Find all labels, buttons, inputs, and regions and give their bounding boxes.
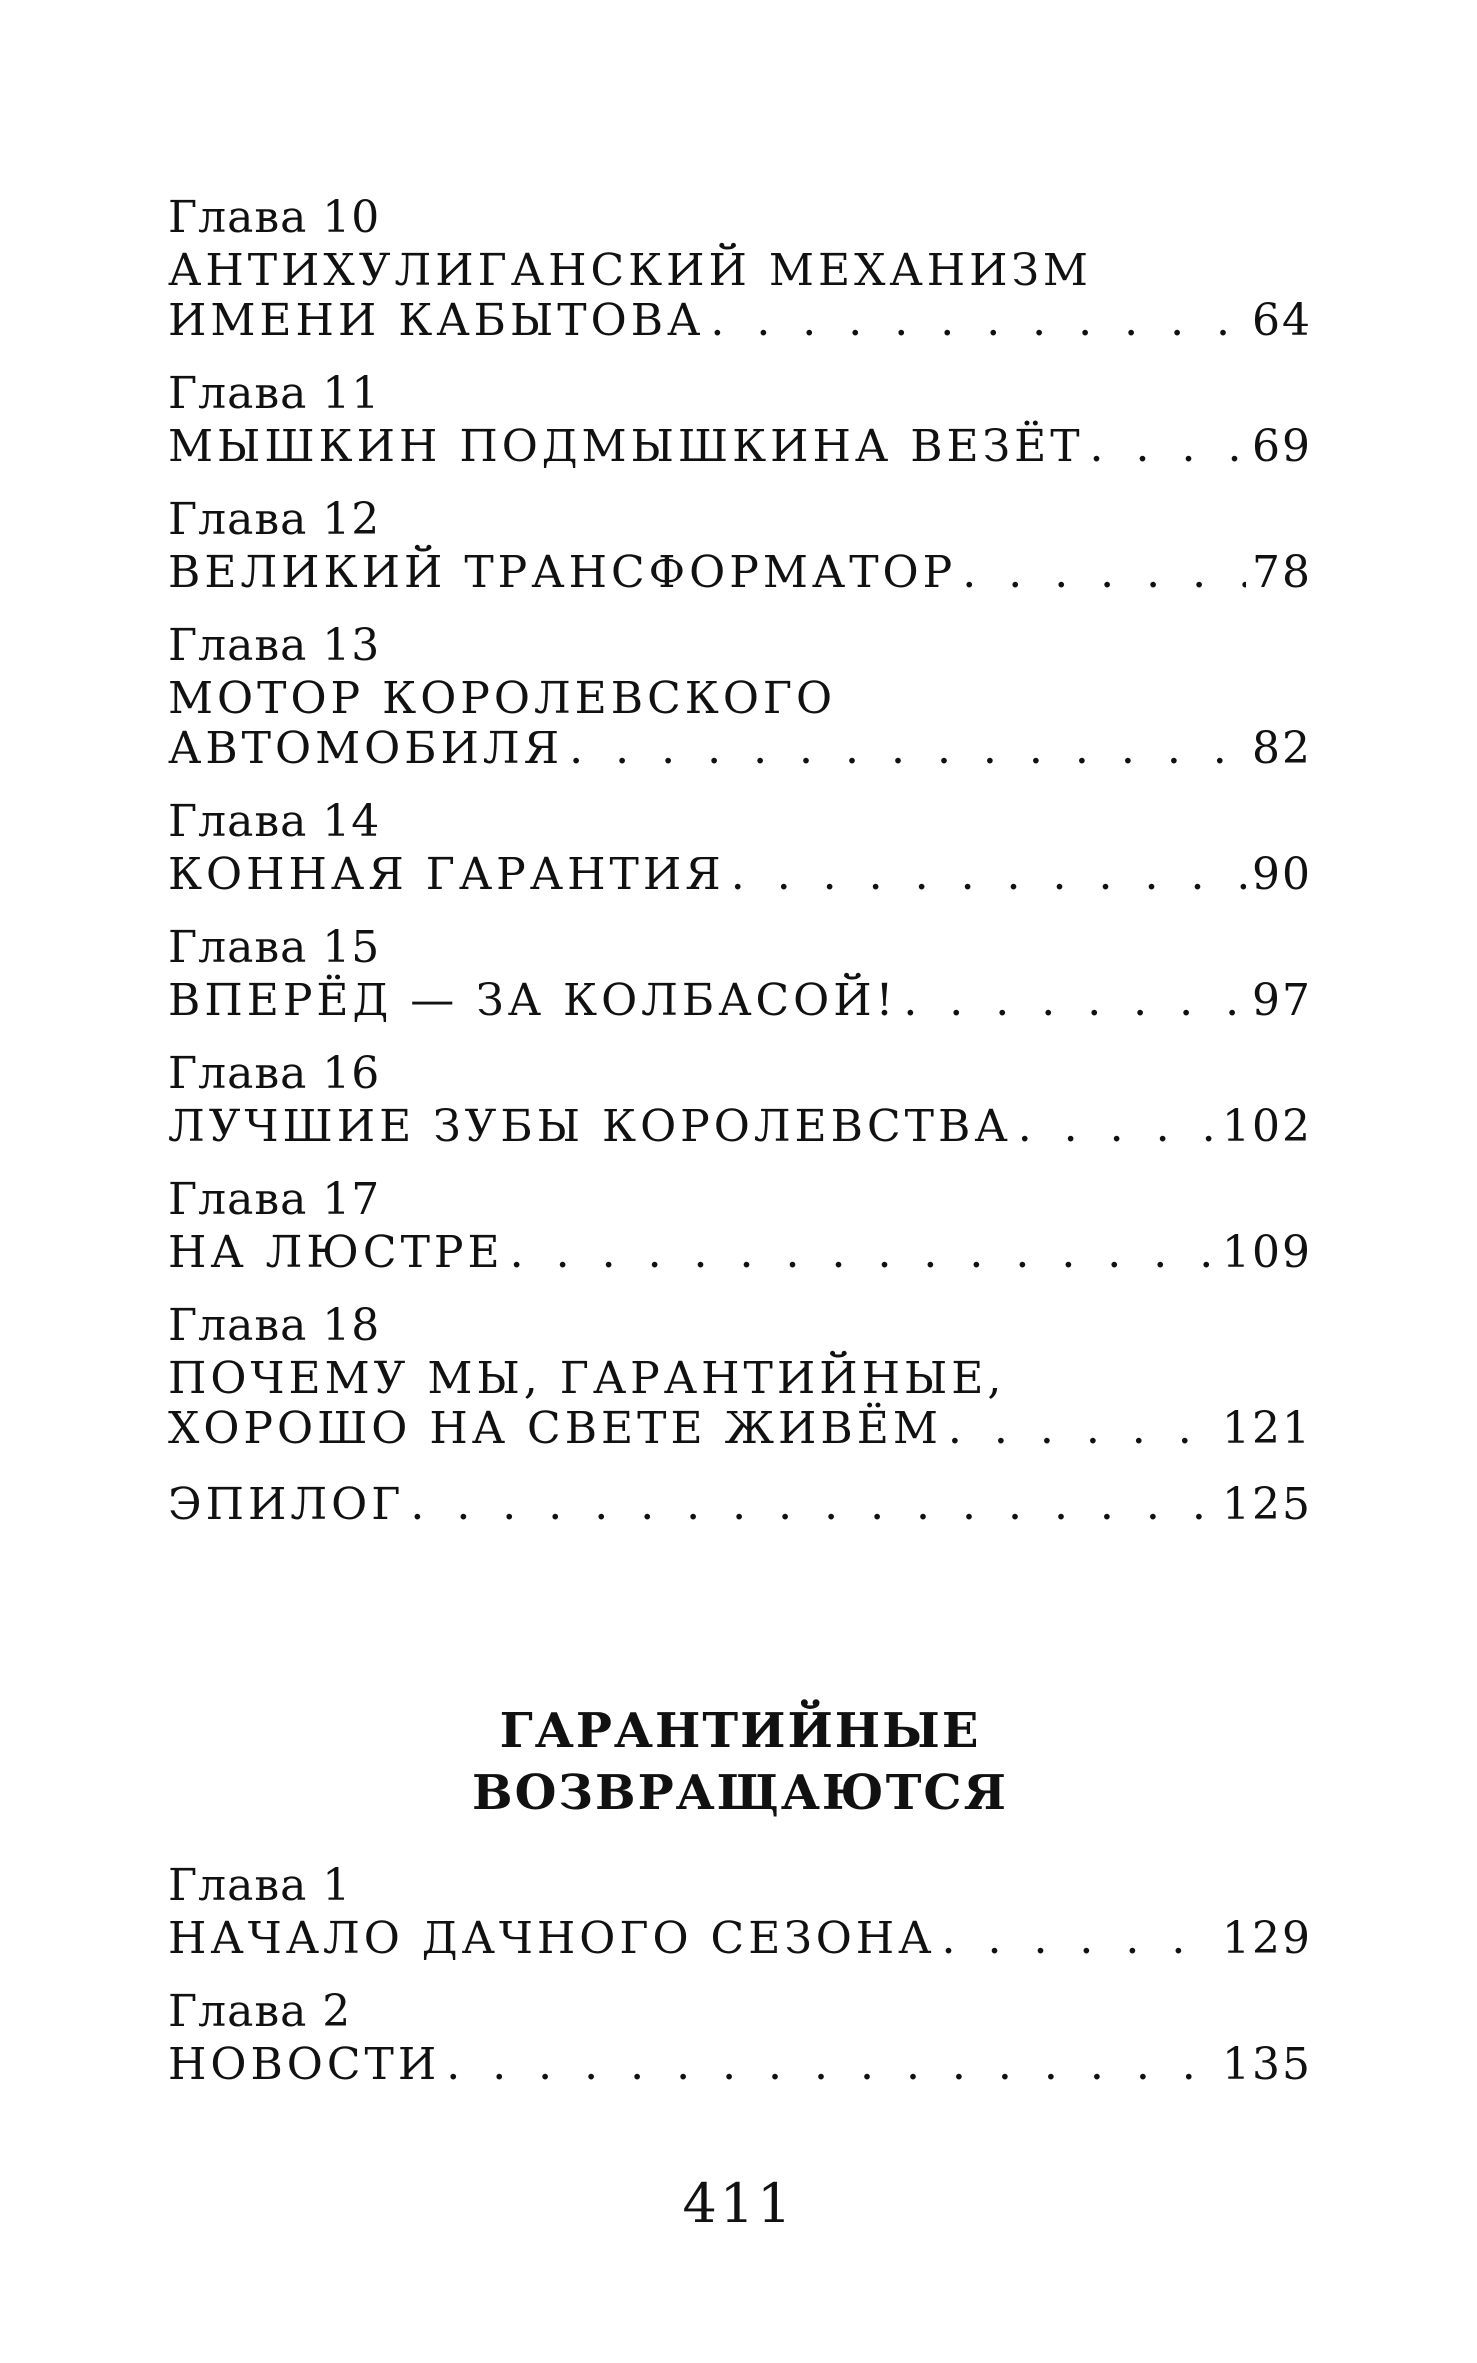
chapter-label: Глава 16 (168, 1048, 381, 1099)
page-number: 90 (1252, 849, 1312, 900)
dot-leader (410, 1480, 1216, 1530)
chapter-title-line: АНТИХУЛИГАНСКИЙ МЕХАНИЗМ (168, 245, 1092, 296)
toc-entry[interactable] (168, 492, 1312, 598)
chapter-title-row (168, 1102, 1312, 1152)
chapter-title: ХОРОШО НА СВЕТЕ ЖИВЁМ (168, 1403, 942, 1454)
chapter-title: ИМЕНИ КАБЫТОВА (168, 295, 705, 346)
page-number: 78 (1252, 547, 1312, 598)
dot-leader (510, 1228, 1216, 1278)
chapter-title: НАЧАЛО ДАЧНОГО СЕЗОНА (168, 1913, 936, 1964)
chapter-title-row (168, 850, 1312, 900)
chapter-title: АВТОМОБИЛЯ (168, 723, 564, 774)
section-heading-line: ВОЗВРАЩАЮТСЯ (472, 1765, 1008, 1821)
dot-leader (903, 976, 1246, 1026)
toc-entry[interactable] (168, 618, 1312, 774)
chapter-title-row (168, 296, 1312, 346)
dot-leader (569, 724, 1246, 774)
chapter-title-line: ПОЧЕМУ МЫ, ГАРАНТИЙНЫЕ, (168, 1353, 1006, 1404)
chapter-title: ВПЕРЁД — ЗА КОЛБАСОЙ! (168, 975, 898, 1026)
page-folio-number: 411 (682, 2172, 795, 2235)
page-number: 135 (1222, 2039, 1312, 2090)
chapter-label: Глава 2 (168, 1986, 352, 2037)
dot-leader (962, 548, 1246, 598)
chapter-title: ВЕЛИКИЙ ТРАНСФОРМАТОР (168, 547, 957, 598)
page-number: 64 (1252, 295, 1312, 346)
dot-leader (710, 296, 1246, 346)
toc-entry[interactable] (168, 1984, 1312, 2090)
chapter-title-row (168, 976, 1312, 1026)
dot-leader (948, 1404, 1216, 1454)
dot-leader (446, 2040, 1216, 2090)
page-number: 82 (1252, 723, 1312, 774)
chapter-title-row (168, 422, 1312, 472)
page-number: 121 (1222, 1403, 1312, 1454)
epilogue-title: ЭПИЛОГ (168, 1479, 405, 1530)
table-of-contents (168, 190, 1312, 2110)
chapter-title-row (168, 724, 1312, 774)
toc-entry-epilogue[interactable] (168, 1480, 1312, 1530)
section-heading-line: ГАРАНТИЙНЫЕ (499, 1703, 981, 1759)
chapter-label: Глава 11 (168, 368, 381, 419)
dot-leader (1018, 1102, 1216, 1152)
chapter-title: ЛУЧШИЕ ЗУБЫ КОРОЛЕВСТВА (168, 1101, 1012, 1152)
toc-entry[interactable] (168, 366, 1312, 472)
dot-leader (1090, 422, 1246, 472)
toc-entry[interactable] (168, 794, 1312, 900)
section-heading (168, 1700, 1312, 1824)
chapter-title: МЫШКИН ПОДМЫШКИНА ВЕЗЁТ (168, 421, 1084, 472)
toc-entry[interactable] (168, 1858, 1312, 1964)
dot-leader (942, 1914, 1217, 1964)
toc-entry[interactable] (168, 1046, 1312, 1152)
chapter-title-row (168, 2040, 1312, 2090)
toc-entry[interactable] (168, 1298, 1312, 1454)
chapter-title-row (168, 1404, 1312, 1454)
chapter-title: НОВОСТИ (168, 2039, 441, 2090)
chapter-label: Глава 13 (168, 620, 381, 671)
chapter-label: Глава 1 (168, 1860, 352, 1911)
page-number: 125 (1222, 1479, 1312, 1530)
chapter-title-row (168, 1228, 1312, 1278)
page-number: 102 (1222, 1101, 1312, 1152)
epilogue-row (168, 1480, 1312, 1530)
dot-leader (731, 850, 1246, 900)
page-number: 97 (1252, 975, 1312, 1026)
chapter-title-row (168, 548, 1312, 598)
chapter-label: Глава 18 (168, 1300, 381, 1351)
chapter-title: НА ЛЮСТРЕ (168, 1227, 504, 1278)
page-number: 69 (1252, 421, 1312, 472)
chapter-title-row (168, 1914, 1312, 1964)
toc-entry[interactable] (168, 190, 1312, 346)
chapter-label: Глава 12 (168, 494, 381, 545)
toc-entry[interactable] (168, 1172, 1312, 1278)
chapter-title: КОННАЯ ГАРАНТИЯ (168, 849, 725, 900)
chapter-label: Глава 10 (168, 192, 381, 243)
chapter-label: Глава 14 (168, 796, 381, 847)
chapter-label: Глава 15 (168, 922, 381, 973)
chapter-label: Глава 17 (168, 1174, 381, 1225)
chapter-title-line: МОТОР КОРОЛЕВСКОГО (168, 673, 837, 724)
toc-entry[interactable] (168, 920, 1312, 1026)
page-number: 109 (1222, 1227, 1312, 1278)
page-number: 129 (1222, 1913, 1312, 1964)
